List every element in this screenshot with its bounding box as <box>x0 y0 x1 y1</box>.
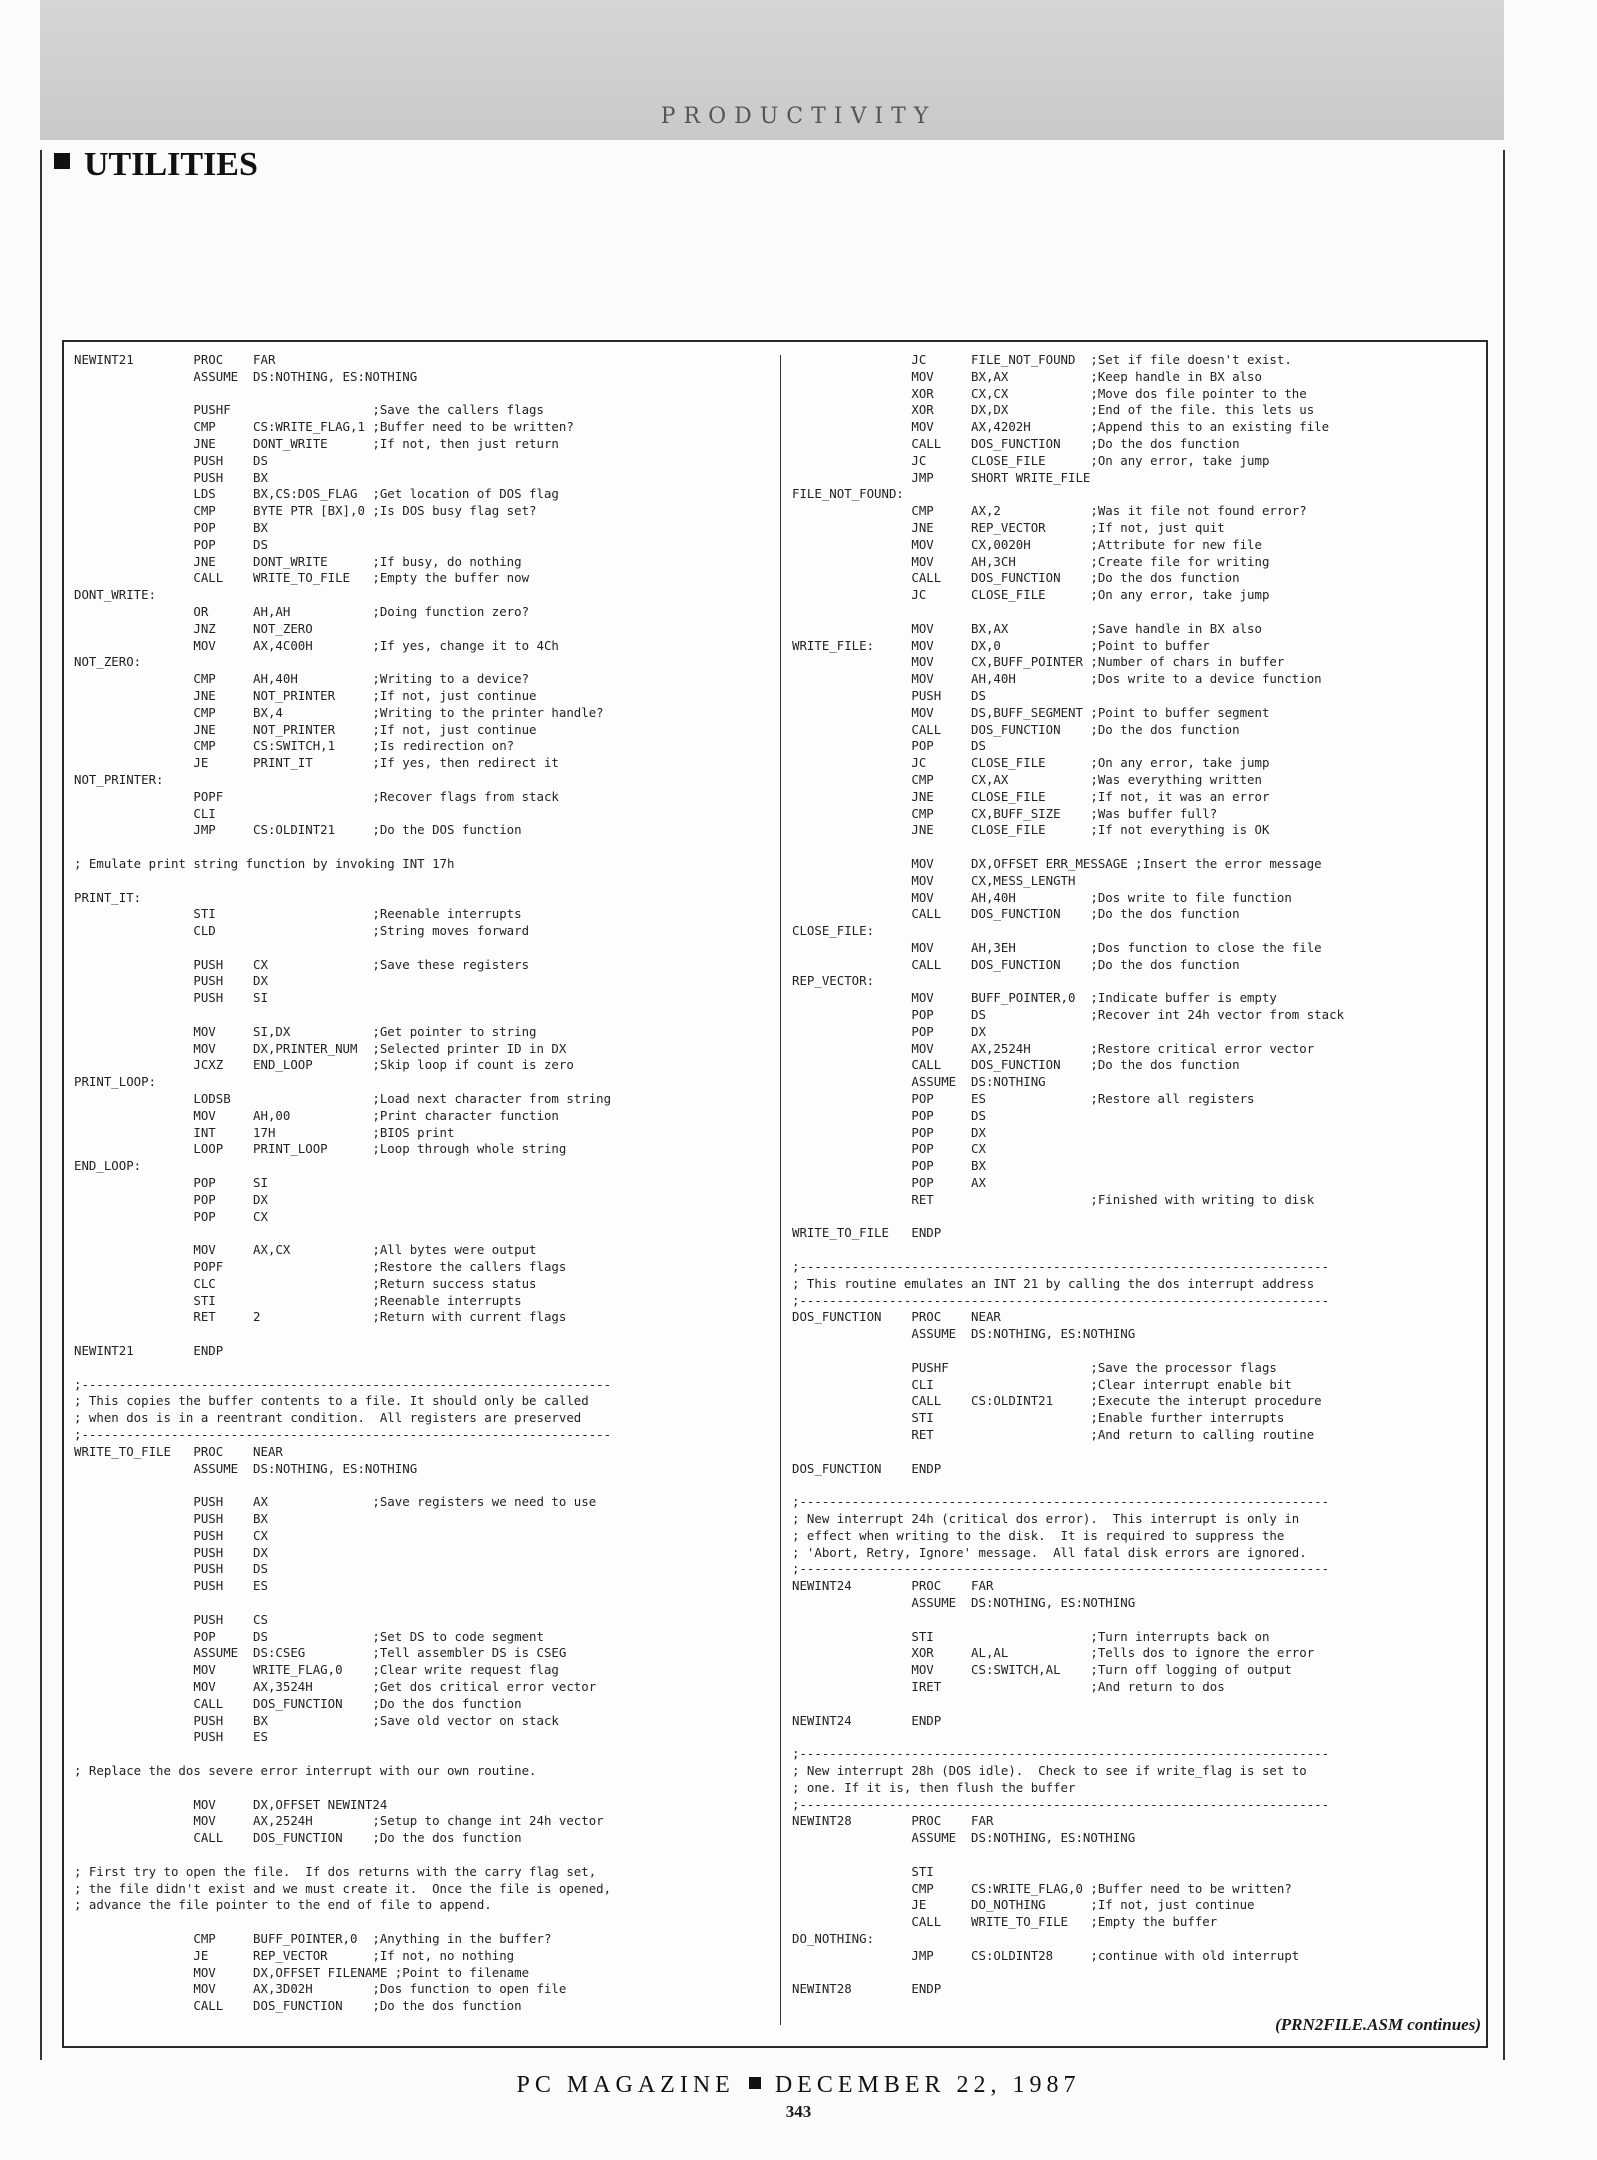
code-line: STI ;Turn interrupts back on <box>792 1628 1270 1644</box>
code-line: PUSHF ;Save the callers flags <box>74 402 544 418</box>
code-line: STI ;Reenable interrupts <box>74 1292 522 1308</box>
code-line: POP ES ;Restore all registers <box>792 1091 1255 1107</box>
code-line: CLC ;Return success status <box>74 1275 537 1291</box>
code-line: STI ;Reenable interrupts <box>74 906 522 922</box>
code-line: NEWINT28 PROC FAR <box>792 1813 994 1829</box>
code-line <box>792 839 1482 856</box>
code-line: CMP CS:WRITE_FLAG,1 ;Buffer need to be written? <box>74 419 574 435</box>
code-line: FILE_NOT_FOUND: <box>792 486 904 502</box>
code-line <box>792 1209 1482 1226</box>
code-line: ;----------------------------------------------------------------------- <box>74 1376 612 1392</box>
code-line: DOS_FUNCTION PROC NEAR <box>792 1309 1001 1325</box>
code-line: MOV BX,AX ;Save handle in BX also <box>792 620 1262 636</box>
code-line: PUSH DS <box>792 687 986 703</box>
code-line: NOT_ZERO: <box>74 654 142 670</box>
code-line: PRINT_LOOP: <box>74 1074 157 1090</box>
code-line <box>74 839 774 856</box>
code-line: MOV AX,3D02H ;Dos function to open file <box>74 1981 567 1997</box>
code-line <box>74 1595 774 1612</box>
code-line: MOV DX,PRINTER_NUM ;Selected printer ID in DX <box>74 1040 567 1056</box>
issue-date: DECEMBER 22, 1987 <box>774 2072 1081 2098</box>
code-line: STI <box>792 1863 934 1879</box>
code-line: JNE DONT_WRITE ;If busy, do nothing <box>74 553 522 569</box>
code-line: POP DX <box>792 1023 986 1039</box>
code-line: XOR CX,CX ;Move dos file pointer to the <box>792 385 1307 401</box>
code-line: MOV DS,BUFF_SEGMENT ;Point to buffer segment <box>792 704 1270 720</box>
code-line: JE REP_VECTOR ;If not, no nothing <box>74 1947 515 1963</box>
code-line <box>74 1746 774 1763</box>
code-line: CMP CX,AX ;Was everything written <box>792 771 1262 787</box>
code-line: PUSH ES <box>74 1578 268 1594</box>
code-line: ; First try to open the file. If dos returns with the carry flag set, <box>74 1863 597 1879</box>
code-line: JC CLOSE_FILE ;On any error, take jump <box>792 587 1270 603</box>
code-line: XOR AL,AL ;Tells dos to ignore the error <box>792 1645 1315 1661</box>
section-rule-right <box>1503 150 1505 2060</box>
code-line: MOV AX,3524H ;Get dos critical error vector <box>74 1678 597 1694</box>
code-line: POP DX <box>74 1191 268 1207</box>
code-line: CMP BUFF_POINTER,0 ;Anything in the buffer? <box>74 1930 552 1946</box>
code-line <box>74 873 774 890</box>
code-line: MOV BUFF_POINTER,0 ;Indicate buffer is empty <box>792 990 1277 1006</box>
code-line: MOV CS:SWITCH,AL ;Turn off logging of output <box>792 1662 1292 1678</box>
code-line: CALL CS:OLDINT21 ;Execute the interupt procedure <box>792 1393 1322 1409</box>
code-line: END_LOOP: <box>74 1158 142 1174</box>
code-line <box>792 1696 1482 1713</box>
code-line: NEWINT24 PROC FAR <box>792 1578 994 1594</box>
code-line <box>74 1326 774 1343</box>
code-line: PUSH CX ;Save these registers <box>74 956 530 972</box>
code-line: ; the file didn't exist and we must create it. Once the file is opened, <box>74 1880 612 1896</box>
code-line: CLOSE_FILE: <box>792 923 875 939</box>
code-line: JE PRINT_IT ;If yes, then redirect it <box>74 755 559 771</box>
code-line: PUSH DS <box>74 1561 268 1577</box>
code-line: LOOP PRINT_LOOP ;Loop through whole string <box>74 1141 567 1157</box>
code-line: ; Emulate print string function by invoking INT 17h <box>74 855 455 871</box>
code-line <box>792 1965 1482 1982</box>
code-line <box>74 1780 774 1797</box>
code-line: RET 2 ;Return with current flags <box>74 1309 567 1325</box>
code-line: ;----------------------------------------------------------------------- <box>74 1427 612 1442</box>
code-line: CALL DOS_FUNCTION ;Do the dos function <box>74 1695 522 1711</box>
code-line: DOS_FUNCTION ENDP <box>792 1460 942 1476</box>
code-line: PUSH DS <box>74 452 268 468</box>
code-line: MOV CX,0020H ;Attribute for new file <box>792 536 1262 552</box>
code-line: CALL DOS_FUNCTION ;Do the dos function <box>792 570 1240 586</box>
code-line: POP CX <box>74 1208 268 1224</box>
code-line: RET ;And return to calling routine <box>792 1427 1315 1442</box>
code-line: WRITE_TO_FILE ENDP <box>792 1225 942 1241</box>
code-line <box>74 1914 774 1931</box>
section-rule-left <box>40 150 42 2060</box>
code-line: CLI <box>74 805 216 821</box>
code-line: ; Replace the dos severe error interrupt with our own routine. <box>74 1762 537 1778</box>
code-line <box>74 940 774 957</box>
code-line: RET ;Finished with writing to disk <box>792 1191 1315 1207</box>
code-column-right <box>792 352 1482 1998</box>
code-line: IRET ;And return to dos <box>792 1678 1225 1694</box>
code-line: MOV WRITE_FLAG,0 ;Clear write request flag <box>74 1662 559 1678</box>
running-head: PRODUCTIVITY <box>660 104 937 129</box>
code-line: ;----------------------------------------------------------------------- <box>792 1746 1330 1762</box>
code-line: DO_NOTHING: <box>792 1930 875 1946</box>
code-line <box>792 1612 1482 1629</box>
code-line: CLD ;String moves forward <box>74 923 530 939</box>
continues-note: (PRN2FILE.ASM continues) <box>1275 2015 1481 2034</box>
code-line: MOV SI,DX ;Get pointer to string <box>74 1023 537 1039</box>
code-line: JNZ NOT_ZERO <box>74 620 313 636</box>
code-line: CMP BX,4 ;Writing to the printer handle? <box>74 704 604 720</box>
code-line: ASSUME DS:NOTHING, ES:NOTHING <box>792 1326 1136 1342</box>
code-line: CALL DOS_FUNCTION ;Do the dos function <box>74 1830 522 1846</box>
code-line: PUSH BX <box>74 469 268 485</box>
code-line: OR AH,AH ;Doing function zero? <box>74 603 530 619</box>
code-line: ASSUME DS:NOTHING, ES:NOTHING <box>74 1460 418 1476</box>
code-line: ;----------------------------------------------------------------------- <box>792 1292 1330 1308</box>
code-line <box>792 1242 1482 1259</box>
code-line: PUSH ES <box>74 1729 268 1745</box>
code-line: PUSH AX ;Save registers we need to use <box>74 1494 597 1510</box>
code-line: POP DS <box>792 738 986 754</box>
code-line: CALL DOS_FUNCTION ;Do the dos function <box>792 721 1240 737</box>
code-line: LODSB ;Load next character from string <box>74 1091 612 1107</box>
code-line: CALL DOS_FUNCTION ;Do the dos function <box>792 1057 1240 1073</box>
code-line <box>792 1729 1482 1746</box>
magazine-name: PC MAGAZINE <box>516 2072 735 2098</box>
code-line: PUSH BX ;Save old vector on stack <box>74 1712 559 1728</box>
code-line: ;----------------------------------------------------------------------- <box>792 1494 1330 1510</box>
code-line: JC FILE_NOT_FOUND ;Set if file doesn't exist. <box>792 352 1292 367</box>
code-line: ;----------------------------------------------------------------------- <box>792 1796 1330 1812</box>
code-line: PUSH CS <box>74 1611 268 1627</box>
code-line: JNE NOT_PRINTER ;If not, just continue <box>74 687 537 703</box>
code-line: MOV AH,40H ;Dos write to file function <box>792 889 1292 905</box>
code-line: INT 17H ;BIOS print <box>74 1124 455 1140</box>
code-line: MOV DX,OFFSET ERR_MESSAGE ;Insert the error message <box>792 855 1322 871</box>
code-line: JNE CLOSE_FILE ;If not, it was an error <box>792 788 1270 804</box>
code-line: POPF ;Recover flags from stack <box>74 788 559 804</box>
code-line: XOR DX,DX ;End of the file. this lets us <box>792 402 1315 418</box>
code-line: JE DO_NOTHING ;If not, just continue <box>792 1897 1255 1913</box>
code-line: MOV AH,3CH ;Create file for writing <box>792 553 1270 569</box>
code-line: ; This copies the buffer contents to a file. It should only be called <box>74 1393 589 1409</box>
code-line: JCXZ END_LOOP ;Skip loop if count is zero <box>74 1057 574 1073</box>
code-line: PUSH SI <box>74 990 268 1006</box>
code-line: NEWINT21 ENDP <box>74 1343 224 1359</box>
code-line: POP DS <box>792 1107 986 1123</box>
code-line: MOV DX,OFFSET NEWINT24 <box>74 1796 388 1812</box>
code-line <box>792 604 1482 621</box>
bullet-icon <box>54 153 70 169</box>
code-line: MOV DX,OFFSET FILENAME ;Point to filename <box>74 1964 530 1980</box>
code-line: POP CX <box>792 1141 986 1157</box>
code-line: ASSUME DS:NOTHING, ES:NOTHING <box>792 1830 1136 1846</box>
code-line: PUSHF ;Save the processor flags <box>792 1359 1277 1375</box>
code-line: CMP CS:SWITCH,1 ;Is redirection on? <box>74 738 515 754</box>
code-line: NEWINT21 PROC FAR <box>74 352 276 367</box>
code-line: LDS BX,CS:DOS_FLAG ;Get location of DOS flag <box>74 486 559 502</box>
code-line <box>74 1225 774 1242</box>
code-line: MOV AX,4202H ;Append this to an existing file <box>792 419 1330 435</box>
section-title <box>54 146 258 184</box>
code-line: JNE CLOSE_FILE ;If not everything is OK <box>792 822 1270 838</box>
code-line: POP DS ;Recover int 24h vector from stack <box>792 1007 1345 1023</box>
code-line: ; New interrupt 24h (critical dos error). This interrupt is only in <box>792 1510 1300 1526</box>
code-line: ; advance the file pointer to the end of file to append. <box>74 1897 492 1913</box>
code-line: ASSUME DS:NOTHING, ES:NOTHING <box>74 368 418 384</box>
code-line <box>74 1007 774 1024</box>
code-line: CMP AH,40H ;Writing to a device? <box>74 671 530 687</box>
code-line: NEWINT28 ENDP <box>792 1981 942 1997</box>
code-column-left <box>74 352 774 2015</box>
code-line: PRINT_IT: <box>74 889 142 905</box>
code-line: CMP CX,BUFF_SIZE ;Was buffer full? <box>792 805 1218 821</box>
code-line: CLI ;Clear interrupt enable bit <box>792 1376 1292 1392</box>
code-line <box>792 1477 1482 1494</box>
code-line: WRITE_TO_FILE PROC NEAR <box>74 1443 283 1459</box>
code-line: ; effect when writing to the disk. It is required to suppress the <box>792 1527 1285 1543</box>
column-divider <box>780 355 781 2025</box>
code-line: MOV AH,00 ;Print character function <box>74 1107 559 1123</box>
code-line: CALL WRITE_TO_FILE ;Empty the buffer now <box>74 570 530 586</box>
code-line: MOV CX,MESS_LENGTH <box>792 872 1076 888</box>
code-line <box>74 1477 774 1494</box>
code-line: JNE NOT_PRINTER ;If not, just continue <box>74 721 537 737</box>
code-line: POP SI <box>74 1175 268 1191</box>
code-line: CMP AX,2 ;Was it file not found error? <box>792 503 1307 519</box>
code-line: PUSH CX <box>74 1527 268 1543</box>
code-line: CMP BYTE PTR [BX],0 ;Is DOS busy flag set? <box>74 503 537 519</box>
code-line: MOV BX,AX ;Keep handle in BX also <box>792 368 1262 384</box>
code-line: JNE REP_VECTOR ;If not, just quit <box>792 519 1225 535</box>
code-line: CALL DOS_FUNCTION ;Do the dos function <box>792 956 1240 972</box>
code-line: REP_VECTOR: <box>792 973 875 989</box>
code-line: ; 'Abort, Retry, Ignore' message. All fatal disk errors are ignored. <box>792 1544 1307 1560</box>
code-line: NEWINT24 ENDP <box>792 1712 942 1728</box>
code-line <box>74 386 774 403</box>
code-line <box>74 1360 774 1377</box>
code-line <box>792 1343 1482 1360</box>
code-line: CALL DOS_FUNCTION ;Do the dos function <box>792 906 1240 922</box>
code-line: PUSH DX <box>74 1544 268 1560</box>
code-line: ; New interrupt 28h (DOS idle). Check to see if write_flag is set to <box>792 1762 1307 1778</box>
code-line: CALL DOS_FUNCTION ;Do the dos function <box>792 435 1240 451</box>
code-line <box>792 1444 1482 1461</box>
code-line: DONT_WRITE: <box>74 587 157 603</box>
code-line: MOV AX,2524H ;Restore critical error vector <box>792 1040 1315 1056</box>
code-line: POP AX <box>792 1175 986 1191</box>
code-line: ASSUME DS:NOTHING <box>792 1074 1046 1090</box>
code-line <box>74 1847 774 1864</box>
code-line <box>792 1847 1482 1864</box>
page-number: 343 <box>785 2102 812 2121</box>
code-line: PUSH BX <box>74 1510 268 1526</box>
code-line: POP DS ;Set DS to code segment <box>74 1628 544 1644</box>
code-line: POP BX <box>792 1158 986 1174</box>
code-line: PUSH DX <box>74 973 268 989</box>
code-line: ; This routine emulates an INT 21 by calling the dos interrupt address <box>792 1275 1315 1291</box>
code-line: JMP SHORT WRITE_FILE <box>792 469 1091 485</box>
code-line: JC CLOSE_FILE ;On any error, take jump <box>792 452 1270 468</box>
code-line: MOV AH,40H ;Dos write to a device function <box>792 671 1322 687</box>
code-line: MOV CX,BUFF_POINTER ;Number of chars in buffer <box>792 654 1285 670</box>
code-line: STI ;Enable further interrupts <box>792 1410 1285 1426</box>
code-line: CALL DOS_FUNCTION ;Do the dos function <box>74 1998 522 2014</box>
code-line: JNE DONT_WRITE ;If not, then just return <box>74 435 559 451</box>
section-title-text: UTILITIES <box>84 146 258 183</box>
code-line: MOV AX,4C00H ;If yes, change it to 4Ch <box>74 637 559 653</box>
code-line: ASSUME DS:CSEG ;Tell assembler DS is CSEG <box>74 1645 567 1661</box>
code-line: ; when dos is in a reentrant condition. All registers are preserved <box>74 1410 582 1426</box>
code-line: ;----------------------------------------------------------------------- <box>792 1561 1330 1577</box>
code-line: MOV AX,CX ;All bytes were output <box>74 1242 537 1258</box>
code-line: POP DX <box>792 1124 986 1140</box>
code-line: NOT_PRINTER: <box>74 771 164 787</box>
code-line: POP DS <box>74 536 268 552</box>
code-line: ; one. If it is, then flush the buffer <box>792 1779 1076 1795</box>
code-line: JC CLOSE_FILE ;On any error, take jump <box>792 755 1270 771</box>
code-line: MOV AX,2524H ;Setup to change int 24h vector <box>74 1813 604 1829</box>
separator-square-icon <box>749 2077 761 2089</box>
code-line: WRITE_FILE: MOV DX,0 ;Point to buffer <box>792 637 1210 653</box>
code-line: ASSUME DS:NOTHING, ES:NOTHING <box>792 1594 1136 1610</box>
code-line: POPF ;Restore the callers flags <box>74 1259 567 1275</box>
code-line: ;----------------------------------------------------------------------- <box>792 1259 1330 1275</box>
code-line: CMP CS:WRITE_FLAG,0 ;Buffer need to be written? <box>792 1880 1292 1896</box>
footer-line <box>0 2072 1597 2099</box>
code-line: MOV AH,3EH ;Dos function to close the file <box>792 939 1322 955</box>
code-line: POP BX <box>74 519 268 535</box>
code-line: CALL WRITE_TO_FILE ;Empty the buffer <box>792 1914 1218 1930</box>
code-line: JMP CS:OLDINT21 ;Do the DOS function <box>74 822 522 838</box>
code-line: JMP CS:OLDINT28 ;continue with old interrupt <box>792 1947 1300 1963</box>
